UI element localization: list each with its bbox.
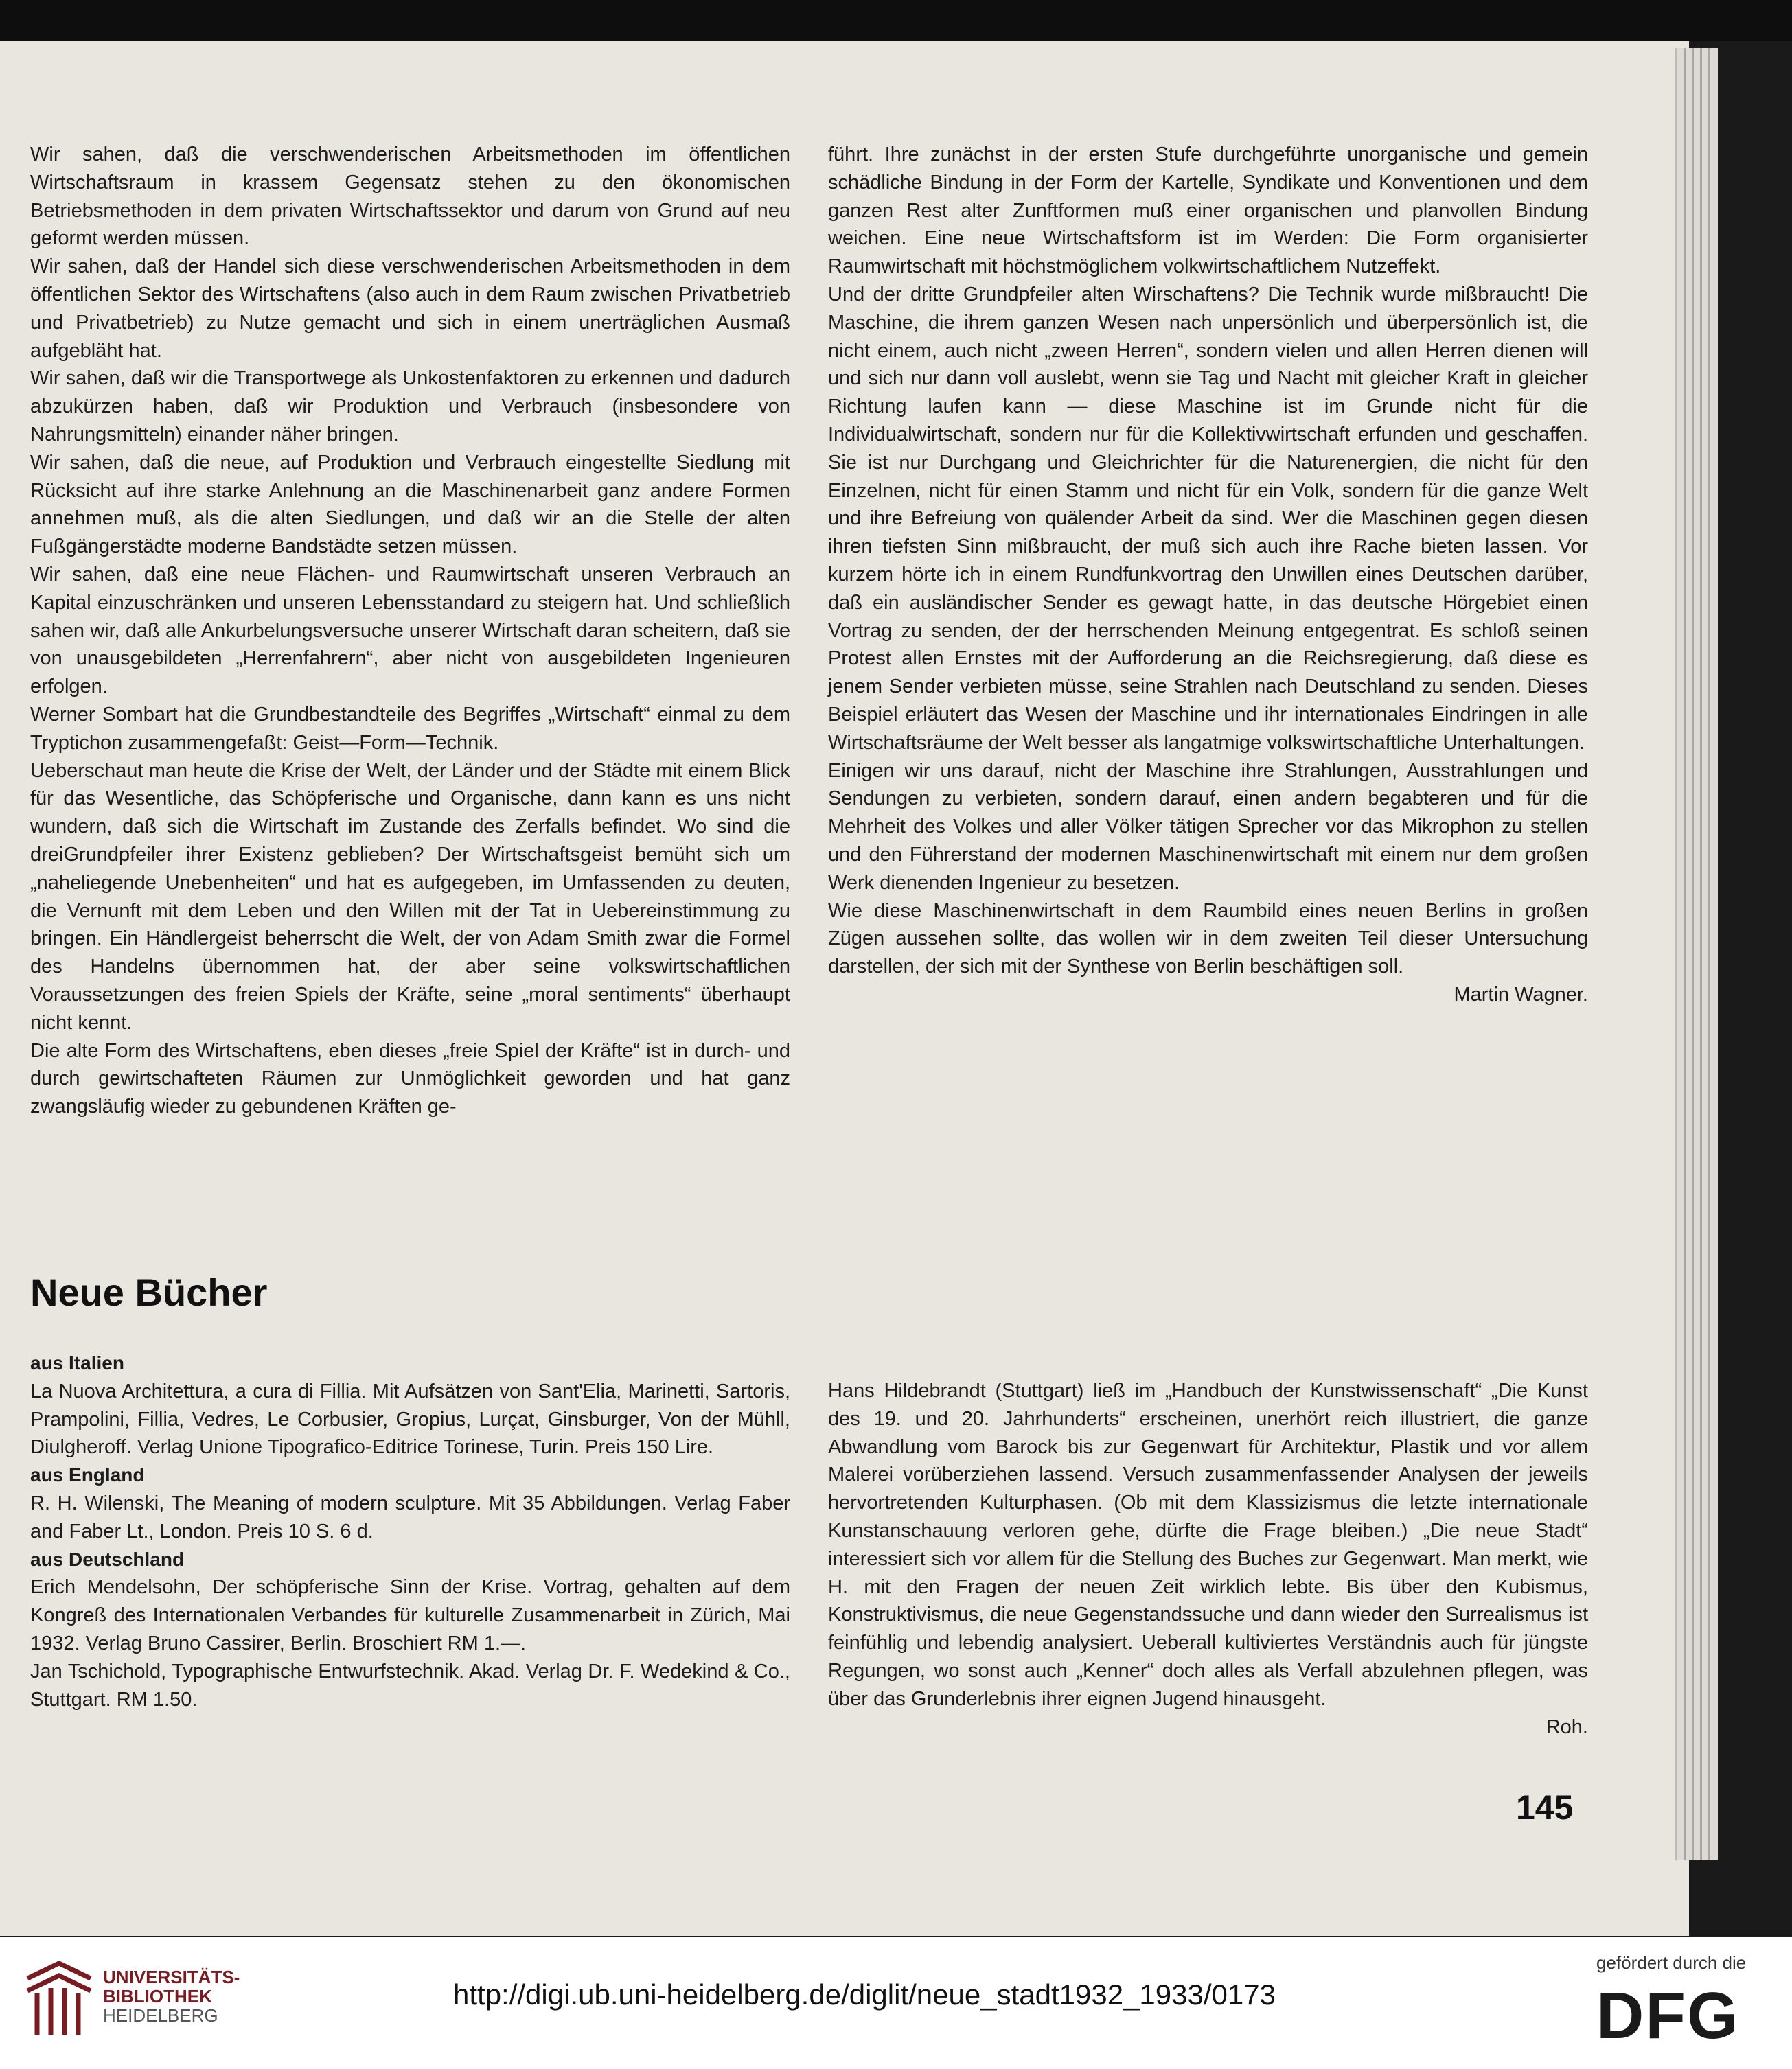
books-left-column	[30, 1350, 790, 1713]
book-review: Hans Hildebrandt (Stuttgart) ließ im „Handbuch der Kunstwissenschaft“ „Die Kunst des 19. und 20. Jahrhunderts“ erscheinen, unerhört reich illustriert, die ganze Abwandlung vom Barock bis zur Gegenwart für Architektur, Plastik und vor allem Malerei vorüberziehen lassend. Versuch zusammenfassender Analysen der jeweils hervortretenden Kulturphasen. (Ob mit dem Klassizismus die letzte internationale Kunstanschauung verloren gehe, dürfte die Frage bleiben.) „Die neue Stadt“ interessiert sich vor allem für die Stellung des Buches zur Gegenwart. Man merkt, wie H. mit den Fragen der neuen Zeit wirklich lebte. Bis über den Kubismus, Konstruktivismus, die neue Gegenstandssuche und dann wieder den Surrealismus ist feinfühlig und lebendig analysiert. Ueberall kultiviertes Verständnis auch für jüngste Regungen, wo sonst auch „Kenner“ doch alles als Verfall abzulehnen pflegen, was über das Grunderlebnis ihrer eignen Jugend hinausgeht.	[828, 1380, 1588, 1710]
region-label-germany: aus Deutschland	[30, 1548, 185, 1570]
paragraph: Die alte Form des Wirtschaftens, eben dieses „freie Spiel der Kräfte“ ist in durch- und durch gewirtschafteten Räumen zur Unmöglichkeit geworden und hat ganz zwangsläufig wieder zu gebundenen Kräften ge-	[30, 1039, 790, 1118]
source-url-link[interactable]: http://digi.ub.uni-heidelberg.de/diglit/neue_stadt1932_1933/0173	[453, 1978, 1276, 2011]
library-name-line: UNIVERSITÄTS-	[103, 1967, 240, 1987]
article-right-column	[828, 141, 1588, 1009]
book-entry: Erich Mendelsohn, Der schöpferische Sinn der Krise. Vortrag, gehalten auf dem Kongreß des Internationalen Verbandes für kulturelle Zusammenarbeit in Zürich, Mai 1932. Verlag Bruno Cassirer, Berlin. Broschiert RM 1.—.	[30, 1576, 790, 1654]
paragraph: Wir sahen, daß wir die Transportwege als Unkostenfaktoren zu erkennen und dadurch abzukürzen haben, daß wir Produktion und Verbrauch (insbesondere von Nahrungsmitteln) einander näher bringen.	[30, 367, 790, 446]
book-entry: La Nuova Architettura, a cura di Fillia. Mit Aufsätzen von Sant'Elia, Marinetti, Sartoris, Prampolini, Fillia, Vedres, Le Corbusier, Gropius, Lurçat, Ginsburger, Von der Mühll, Diulgheroff. Verlag Unione Tipografico-Editrice Torinese, Turin. Preis 150 Lire.	[30, 1380, 790, 1459]
region-label-england: aus England	[30, 1464, 145, 1486]
paragraph: Ueberschaut man heute die Krise der Welt, der Länder und der Städte mit einem Blick für das Wesentliche, das Schöpferische und Organische, dann kann es uns nicht wundern, daß sich die Wirtschaft im Zustande des Zerfalls befindet. Wo sind die dreiGrundpfeiler ihrer Existenz geblieben? Der Wirtschaftsgeist bemüht sich um „naheliegende Unebenheiten“ und hat es aufgegeben, im Umfassenden zu deuten, die Vernunft mit dem Leben und den Willen mit der Tat in Uebereinstimmung zu bringen. Ein Händlergeist beherrscht die Welt, der von Adam Smith zwar die Formel des Handelns übernommen hat, der aber seine volkswirtschaftlichen Voraussetzungen des freien Spiels der Kräfte, seine „moral sentiments“ überhaupt nicht kennt.	[30, 759, 790, 1034]
paragraph: führt. Ihre zunächst in der ersten Stufe durchgeführte unorganische und gemein schädliche Bindung in der Form der Kartelle, Syndikate und Konventionen und dem ganzen Rest alter Zunftformen muß einer organischen und planvollen Bindung weichen. Eine neue Wirtschaftsform ist im Werden: Die Form organisierter Raumwirtschaft mit höchstmöglichem volkwirtschaftlichem Nutzeffekt.	[828, 143, 1588, 278]
book-entry: Jan Tschichold, Typographische Entwurfstechnik. Akad. Verlag Dr. F. Wedekind & Co., Stuttgart. RM 1.50.	[30, 1660, 790, 1711]
digitization-footer	[0, 1937, 1792, 2069]
section-heading: Neue Bücher	[30, 1271, 268, 1314]
funding-caption: gefördert durch die	[1596, 1952, 1747, 1973]
dfg-logo: DFG	[1596, 1979, 1740, 2053]
review-author: Roh.	[1546, 1715, 1588, 1738]
page-edges	[1675, 48, 1718, 1860]
library-name-line: HEIDELBERG	[103, 2005, 218, 2026]
paragraph: Und der dritte Grundpfeiler alten Wirschaftens? Die Technik wurde mißbraucht! Die Maschine, die ihrem ganzen Wesen nach unpersönlich und überpersönlich ist, die nicht einem, auch nicht „zween Herren“, sondern vielen und allen Herren dienen will und sich nur dann voll auslebt, wenn sie Tag und Nacht mit gleicher Kraft in gleicher Richtung laufen kann — diese Maschine ist im Grunde nicht für die Individualwirtschaft, sondern nur für die Kollektivwirtschaft erfunden und geschaffen. Sie ist nur Durchgang und Gleichrichter für die Naturenergien, die nicht für den Einzelnen, nicht für einen Stamm und nicht für ein Volk, sondern für die ganze Welt und ihre Befreiung von quälender Arbeit da sind. Wer die Maschinen gegen diesen ihren tiefsten Sinn mißbraucht, der muß sich auch ihre Rache bieten lassen. Vor kurzem hörte ich in einem Rundfunkvortrag den Unwillen eines Deutschen darüber, daß ein ausländischer Sender es gewagt hatte, in das deutsche Hörgebiet einen Vortrag zu senden, der der herrschenden Meinung entgegentrat. Es schloß seinen Protest allen Ernstes mit der Aufforderung an die Reichsregierung, daß diese es jenem Sender verbieten müsse, seine Strahlen nach Deutschland zu senden. Dieses Beispiel erläutert das Wesen der Maschine und ihr internationales Eindringen in alle Wirtschaftsräume der Welt besser als langatmige volkswirtschaftliche Unterhaltungen.	[828, 283, 1588, 754]
paragraph: Werner Sombart hat die Grundbestandteile des Begriffes „Wirtschaft“ einmal zu dem Tryptichon zusammengefaßt: Geist—Form—Technik.	[30, 703, 790, 754]
paragraph: Wir sahen, daß eine neue Flächen- und Raumwirtschaft unseren Verbrauch an Kapital einzuschränken und unseren Lebensstandard zu steigern hat. Und schließlich sahen wir, daß alle Ankurbelungsversuche unserer Wirtschaft daran scheitern, daß sie von unausgebildeten „Herrenfahrern“, aber nicht von ausgebildeten Ingenieuren erfolgen.	[30, 563, 790, 698]
paragraph: Wir sahen, daß die verschwenderischen Arbeitsmethoden im öffentlichen Wirtschaftsraum in krassem Gegensatz stehen zu den ökonomischen Betriebsmethoden in dem privaten Wirtschaftssektor und darum von Grund auf neu geformt werden müssen.	[30, 143, 790, 250]
article-left-column	[30, 141, 790, 1121]
library-name	[103, 1967, 240, 2025]
book-review-column	[828, 1377, 1588, 1741]
region-label-italy: aus Italien	[30, 1352, 124, 1374]
paragraph: Wie diese Maschinenwirtschaft in dem Raumbild eines neuen Berlins in großen Zügen aussehen sollte, das wollen wir in dem zweiten Teil dieser Untersuchung darstellen, der sich mit der Synthese von Berlin beschäftigen soll.	[828, 899, 1588, 978]
library-logo-icon	[21, 1958, 97, 2040]
author-signature: Martin Wagner.	[1454, 983, 1588, 1006]
library-name-line: BIBLIOTHEK	[103, 1986, 212, 2007]
page-number: 145	[1516, 1788, 1574, 1827]
paragraph: Einigen wir uns darauf, nicht der Maschine ihre Strahlungen, Ausstrahlungen und Sendungen zu verbieten, sondern darauf, einen andern begabteren und für die Mehrheit des Volkes und aller Völker tätigen Sprecher vor das Mikrophon zu stellen und den Führerstand der modernen Maschinenwirtschaft mit einem nur dem großen Werk dienenden Ingenieur zu besetzen.	[828, 759, 1588, 894]
paragraph: Wir sahen, daß die neue, auf Produktion und Verbrauch eingestellte Siedlung mit Rücksicht auf ihre starke Anlehnung an die Maschinenarbeit ganz andere Formen annehmen muß, als die alten Siedlungen, und daß wir an die Stelle der alten Fußgängerstädte moderne Bandstädte setzen müssen.	[30, 451, 790, 558]
book-entry: R. H. Wilenski, The Meaning of modern sculpture. Mit 35 Abbildungen. Verlag Faber and Faber Lt., London. Preis 10 S. 6 d.	[30, 1492, 790, 1542]
scan-top-border	[0, 0, 1792, 41]
paragraph: Wir sahen, daß der Handel sich diese verschwenderischen Arbeitsmethoden in dem öffentlichen Sektor des Wirtschaftens (also auch in dem Raum zwischen Privatbetrieb und Privatbetrieb) zu Nutze gemacht und sich in einem unerträglichen Ausmaß aufgebläht hat.	[30, 255, 790, 362]
